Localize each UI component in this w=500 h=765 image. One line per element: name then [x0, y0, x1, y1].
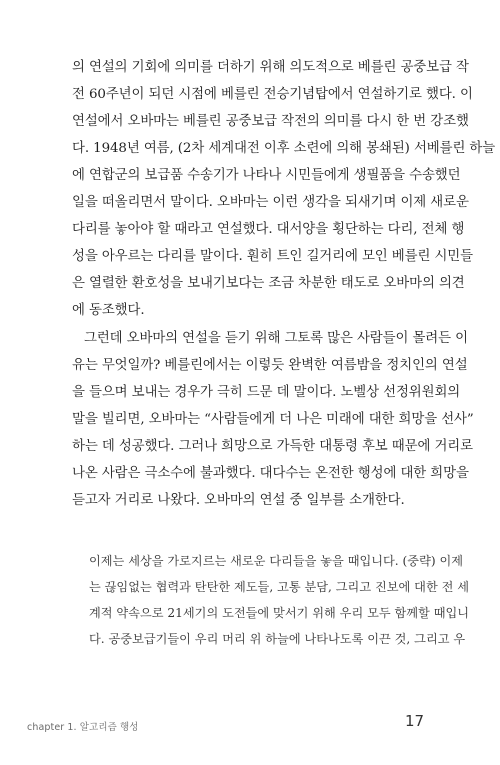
body-line: 의 연설의 기회에 의미를 더하기 위해 의도적으로 베를린 공중보급 작: [72, 60, 469, 75]
body-line: 말을 빌리면, 오바마는 “사람들에게 더 나은 미래에 대한 희망을 선사”: [72, 412, 474, 427]
body-line: 다. 1948년 여름, (2차 세계대전 이후 소련에 의해 봉쇄된) 서베를린 하늘: [72, 141, 496, 156]
chapter-label: chapter 1. 알고리즘 행성: [27, 722, 139, 733]
body-line: 일을 떠올리면서 말이다. 오바마는 이런 생각을 되새기며 이제 새로운: [72, 195, 469, 210]
body-line: 듣고자 거리로 나왔다. 오바마의 연설 중 일부를 소개한다.: [72, 493, 405, 508]
body-line: 그런데 오바마의 연설을 듣기 위해 그토록 많은 사람들이 몰려든 이: [84, 331, 468, 346]
quote-line: 다. 공중보급기들이 우리 머리 위 하늘에 나타나도록 이끈 것, 그리고 우: [89, 632, 466, 646]
body-line: 전 60주년이 되던 시점에 베를린 전승기념탑에서 연설하기로 했다. 이: [72, 87, 473, 102]
body-line: 은 열렬한 환호성을 보내기보다는 조금 차분한 태도로 오바마의 의견: [72, 276, 465, 291]
quote-line: 이제는 세상을 가로지르는 새로운 다리들을 놓을 때입니다. (중략) 이제: [89, 554, 464, 568]
quote-line: 는 끊임없는 협력과 탄탄한 제도들, 고통 분담, 그리고 진보에 대한 전 세: [89, 580, 470, 594]
body-line: 에 동조했다.: [72, 303, 145, 318]
body-line: 연설에서 오바마는 베를린 공중보급 작전의 의미를 다시 한 번 강조했: [72, 114, 469, 129]
body-line: 나온 사람은 극소수에 불과했다. 대다수는 온전한 행성에 대한 희망을: [72, 466, 469, 481]
body-line: 에 연합군의 보급품 수송기가 나타나 시민들에게 생필품을 수송했던: [72, 168, 461, 183]
body-line: 다리를 놓아야 할 때라고 연설했다. 대서양을 횡단하는 다리, 전체 행: [72, 222, 465, 237]
body-line: 유는 무엇일까? 베를린에서는 이렇듯 완벽한 여름밤을 정치인의 연설: [72, 358, 468, 373]
body-line: 성을 아우르는 다리를 말이다. 훤히 트인 길거리에 모인 베를린 시민들: [72, 249, 473, 264]
body-line: 하는 데 성공했다. 그러나 희망으로 가득한 대통령 후보 때문에 거리로: [72, 439, 473, 454]
page-number: 17: [405, 712, 425, 730]
quote-line: 계적 약속으로 21세기의 도전들에 맞서기 위해 우리 모두 함께할 때입니: [89, 606, 470, 620]
body-line: 을 들으며 보내는 경우가 극히 드문 데 말이다. 노벨상 선정위원회의: [72, 385, 461, 400]
